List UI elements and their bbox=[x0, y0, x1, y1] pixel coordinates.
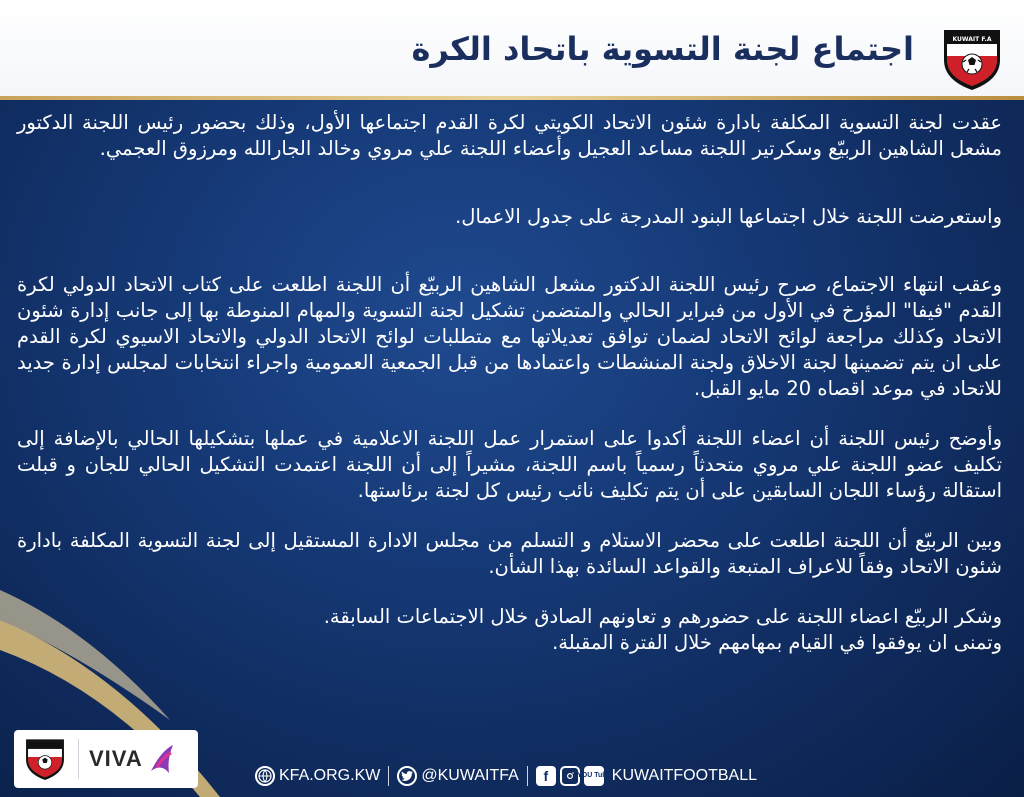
kfa-small-logo-icon bbox=[22, 735, 68, 783]
footer-separator bbox=[527, 766, 528, 786]
paragraph-agenda: واستعرضت اللجنة خلال اجتماعها البنود المدرجة على جدول الاعمال. bbox=[455, 205, 1002, 228]
facebook-icon[interactable]: f bbox=[536, 766, 556, 786]
paragraph-handover: وبين الربيّع أن اللجنة اطلعت على محضر الاستلام و التسلم من مجلس الادارة المستقيل إلى لجنة التسوية المكلفة بادارة شئون الاتحاد وفقاً للاعراف المتبعة والقواعد السائدة بهذا الشأن. bbox=[17, 529, 1002, 578]
sponsor-name: VIVA bbox=[89, 746, 143, 771]
youtube-icon[interactable]: YOU Tube bbox=[584, 766, 604, 786]
social-handle: KUWAITFOOTBALL bbox=[611, 767, 757, 784]
kfa-logo-icon bbox=[938, 26, 1006, 92]
paragraph-fifa-letter: وعقب انتهاء الاجتماع، صرح رئيس اللجنة الدكتور مشعل الشاهين الربيّع أن اللجنة اطلعت على كتاب الاتحاد الدولي لكرة القدم "فيفا" المؤرخ في الأول من فبراير الحالي والمتضمن تشكيل لجنة التسوية والمهام المنوطة بها إلى جانب إدارة شئون الاتحاد وكذلك مراجعة لوائح الاتحاد لضمان توافق تعديلاتها مع متطلبات لوائح الاتحاد الدولي والاتحاد الاسيوي لكرة القدم على ان يتم تضمينها لجنة الاخلاق ولجنة المنشطات واعتمادها من قبل الجمعية العمومية واجراء انتخابات لمجلس إدارة جديد للاتحاد في موعد اقصاه 20 مايو القبل. bbox=[17, 273, 1002, 400]
website-text: KFA.ORG.KW bbox=[279, 767, 381, 784]
viva-swirl-icon bbox=[147, 741, 177, 777]
gold-divider bbox=[0, 96, 1024, 100]
social-links[interactable] bbox=[536, 766, 757, 786]
twitter-icon bbox=[397, 766, 417, 786]
globe-icon bbox=[255, 766, 275, 786]
website-link[interactable] bbox=[255, 766, 380, 786]
paragraph-thanks: وشكر الربيّع اعضاء اللجنة على حضورهم و تعاونهم الصادق خلال الاجتماعات السابقة. bbox=[323, 605, 1002, 628]
sponsor-panel bbox=[14, 730, 198, 788]
paragraph-wishes: وتمنى ان يوفقوا في القيام بمهامهم خلال الفترة المقبلة. bbox=[552, 631, 1002, 654]
sponsor-divider bbox=[78, 739, 79, 779]
paragraph-intro: عقدت لجنة التسوية المكلفة بادارة شئون الاتحاد الكويتي لكرة القدم اجتماعها الأول، وذلك بحضور رئيس اللجنة الدكتور مشعل الشاهين الربيّع وسكرتير اللجنة مساعد العجيل وأعضاء اللجنة علي مروي وخالد الجارالله ومرزوق العجمي. bbox=[17, 111, 1002, 160]
footer-links bbox=[255, 764, 757, 788]
twitter-handle: @KUWAITFA bbox=[421, 767, 519, 784]
svg-text:KUWAIT F.A: KUWAIT F.A bbox=[952, 36, 992, 43]
paragraph-media-committee: وأوضح رئيس اللجنة أن اعضاء اللجنة أكدوا على استمرار عمل اللجنة الاعلامية في عملها بتشكيلها الحالي بالإضافة إلى تكليف عضو اللجنة علي مروي متحدثاً رسمياً باسم اللجنة، مشيراً إلى أن اللجنة اعتمدت التشكيل الحالي للجان و قبلت استقالة رؤساء اللجان السابقين على أن يتم تكليف نائب رئيس كل لجنة برئاستها. bbox=[17, 427, 1002, 502]
footer-separator bbox=[388, 766, 389, 786]
twitter-link[interactable] bbox=[397, 766, 518, 786]
page-title: اجتماع لجنة التسوية باتحاد الكرة bbox=[411, 30, 914, 68]
